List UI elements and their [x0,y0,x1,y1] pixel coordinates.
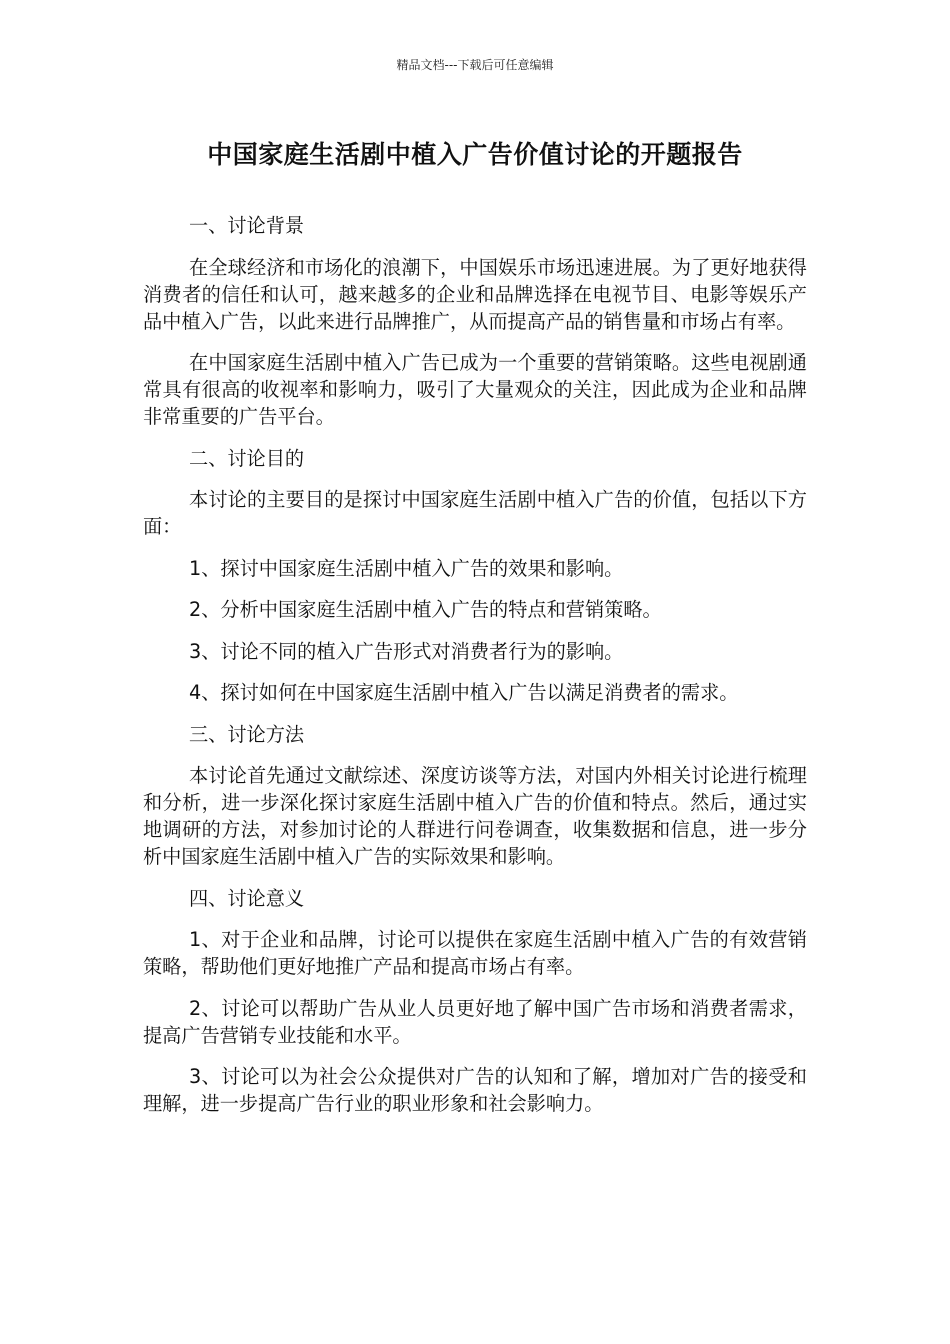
paragraph-purpose-intro: 本讨论的主要目的是探讨中国家庭生活剧中植入广告的价值，包括以下方面： [143,488,807,538]
purpose-item-3: 3、讨论不同的植入广告形式对消费者行为的影响。 [189,639,624,663]
purpose-item-2: 2、分析中国家庭生活剧中植入广告的特点和营销策略。 [189,598,662,621]
section-heading-significance: 四、讨论意义 [189,886,305,910]
paragraph-background-2: 在中国家庭生活剧中植入广告已成为一个重要的营销策略。这些电视剧通常具有很高的收视率和影响力，吸引了大量观众的关注，因此成为企业和品牌非常重要的广告平台。 [143,351,807,428]
purpose-item-4: 4、探讨如何在中国家庭生活剧中植入广告以满足消费者的需求。 [189,681,739,704]
document-body [143,212,807,1132]
paragraph-method: 本讨论首先通过文献综述、深度访谈等方法，对国内外相关讨论进行梳理和分析，进一步深化探讨家庭生活剧中植入广告的价值和特点。然后，通过实地调研的方法，对参加讨论的人群进行问卷调查，收集数据和信息，进一步分析中国家庭生活剧中植入广告的实际效果和影响。 [143,764,807,868]
section-heading-background: 一、讨论背景 [189,214,305,237]
document-title: 中国家庭生活剧中植入广告价值讨论的开题报告 [207,140,743,169]
purpose-item-1: 1、探讨中国家庭生活剧中植入广告的效果和影响。 [189,556,624,580]
paragraph-background-1: 在全球经济和市场化的浪潮下，中国娱乐市场迅速进展。为了更好地获得消费者的信任和认可，越来越多的企业和品牌选择在电视节目、电影等娱乐产品中植入广告，以此来进行品牌推广，从而提高产品的销售量和市场占有率。 [143,255,807,333]
significance-item-2: 2、讨论可以帮助广告从业人员更好地了解中国广告市场和消费者需求，提高广告营销专业技能和水平。 [143,996,807,1047]
significance-item-1: 1、对于企业和品牌，讨论可以提供在家庭生活剧中植入广告的有效营销策略，帮助他们更好地推广产品和提高市场占有率。 [143,928,807,978]
significance-item-3: 3、讨论可以为社会公众提供对广告的认知和了解，增加对广告的接受和理解，进一步提高广告行业的职业形象和社会影响力。 [143,1065,807,1115]
section-heading-purpose: 二、讨论目的 [189,446,305,470]
section-heading-method: 三、讨论方法 [189,722,305,746]
page-header: 精品文档---下载后可任意编辑 [396,58,554,72]
